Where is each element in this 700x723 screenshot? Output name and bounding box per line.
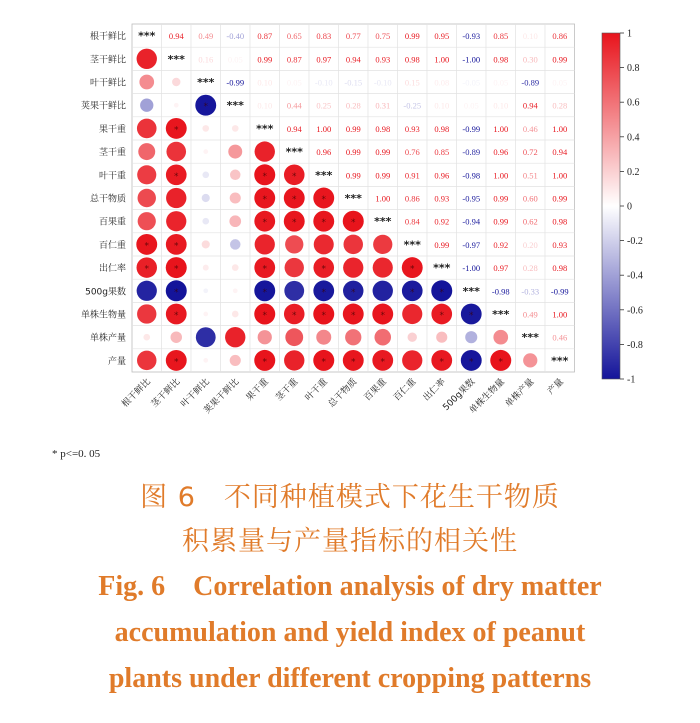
row-label: 总干物质 xyxy=(89,194,126,205)
colorbar-tick-label: 0.2 xyxy=(627,166,640,178)
correlation-value: -0.98 xyxy=(491,286,510,297)
correlation-value: 0.93 xyxy=(552,239,568,250)
correlation-circle xyxy=(344,235,363,254)
correlation-value: 0.28 xyxy=(345,100,361,111)
correlation-circle xyxy=(139,75,154,90)
row-label: 单株生物量 xyxy=(80,310,126,321)
correlation-value: 1.00 xyxy=(493,123,509,134)
diagonal-label: *** xyxy=(256,122,274,136)
correlation-circle xyxy=(255,234,275,254)
correlation-value: 0.92 xyxy=(434,216,450,227)
correlation-circle xyxy=(203,149,208,154)
significance-star: * xyxy=(174,171,179,182)
row-label: 500g果数 xyxy=(85,287,126,298)
column-label: 百果重 xyxy=(362,377,389,404)
correlation-circle xyxy=(137,304,156,323)
correlation-circle xyxy=(523,353,537,367)
correlation-value: 1.00 xyxy=(552,170,568,181)
correlation-value: 0.10 xyxy=(434,100,450,111)
correlation-value: -0.99 xyxy=(462,123,481,134)
correlation-value: -0.33 xyxy=(521,286,540,297)
correlation-value: 0.44 xyxy=(286,100,302,111)
significance-star: * xyxy=(174,357,179,368)
correlation-circle xyxy=(230,355,241,366)
caption-cn-line-2: 积累量与产量指标的相关性 xyxy=(182,526,518,557)
correlation-value: -0.93 xyxy=(462,31,481,42)
row-label: 单株产量 xyxy=(89,333,126,344)
row-label: 果干重 xyxy=(98,124,126,135)
significance-star: * xyxy=(262,264,267,275)
correlation-circle xyxy=(232,264,239,271)
correlation-value: 0.62 xyxy=(522,216,538,227)
correlation-value: 0.99 xyxy=(257,54,273,65)
diagonal-label: *** xyxy=(403,238,421,252)
correlation-value: 1.00 xyxy=(493,170,509,181)
significance-star: * xyxy=(351,218,356,229)
correlation-value: 0.87 xyxy=(286,54,302,65)
row-label: 百仁重 xyxy=(98,240,126,251)
correlation-value: 0.98 xyxy=(552,263,568,274)
significance-star: * xyxy=(262,357,267,368)
correlation-value: 0.99 xyxy=(345,123,361,134)
correlation-value: -0.97 xyxy=(462,239,481,250)
correlation-value: 0.65 xyxy=(286,31,302,42)
column-label: 叶干鲜比 xyxy=(179,377,212,410)
significance-star: * xyxy=(144,264,149,275)
correlation-value: 0.99 xyxy=(345,170,361,181)
significance-star: * xyxy=(262,218,267,229)
correlation-value: 0.25 xyxy=(316,100,332,111)
column-label: 产量 xyxy=(546,377,566,397)
correlation-circle xyxy=(225,327,245,347)
column-label: 茎干鲜比 xyxy=(149,377,183,410)
correlation-value: 0.98 xyxy=(552,216,568,227)
correlation-value: 0.51 xyxy=(522,170,538,181)
correlation-value: 0.99 xyxy=(375,147,391,158)
row-label: 茎干鲜比 xyxy=(89,55,126,66)
correlation-circle xyxy=(373,281,393,301)
colorbar-tick-label: -0.2 xyxy=(627,236,643,248)
correlation-circle xyxy=(166,211,186,231)
correlation-value: -0.25 xyxy=(403,100,422,111)
correlation-value: -1.00 xyxy=(462,54,481,65)
correlation-circle xyxy=(170,331,182,343)
significance-star: * xyxy=(321,287,326,298)
significance-star: * xyxy=(410,287,415,298)
correlation-value: 0.91 xyxy=(404,170,420,181)
significance-star: * xyxy=(380,357,385,368)
correlation-circle xyxy=(343,257,363,277)
correlation-value: 0.98 xyxy=(434,123,450,134)
caption-en-line-3: plants under different cropping patterns xyxy=(108,663,592,694)
correlation-value: 0.99 xyxy=(493,193,509,204)
significance-star: * xyxy=(439,287,444,298)
correlation-value: 0.93 xyxy=(375,54,391,65)
correlation-value: -0.98 xyxy=(462,170,481,181)
diagonal-label: *** xyxy=(462,284,480,298)
correlation-value: 1.00 xyxy=(316,123,332,134)
correlation-circle xyxy=(284,350,304,370)
row-label: 叶干重 xyxy=(98,171,126,182)
row-label: 出仁率 xyxy=(98,264,126,275)
correlation-value: 1.00 xyxy=(434,54,450,65)
correlation-value: 0.97 xyxy=(493,263,509,274)
correlation-circle xyxy=(345,329,361,345)
correlation-value: 0.10 xyxy=(493,100,509,111)
column-label: 果干重 xyxy=(244,377,271,404)
diagonal-label: *** xyxy=(285,145,303,159)
significance-star: * xyxy=(351,287,356,298)
correlation-value: 0.05 xyxy=(493,77,509,88)
diagonal-label: *** xyxy=(433,261,451,275)
correlation-value: -0.89 xyxy=(462,147,481,158)
correlation-circle xyxy=(374,329,391,346)
correlation-value: 0.05 xyxy=(463,100,479,111)
correlation-circle xyxy=(284,281,304,301)
correlation-value: 0.94 xyxy=(552,147,568,158)
diagonal-label: *** xyxy=(226,99,244,113)
significance-star: * xyxy=(174,241,179,252)
column-label: 单株产量 xyxy=(503,377,537,410)
correlation-value: 0.85 xyxy=(493,31,509,42)
caption-cn-line-1: 图 6 不同种植模式下花生干物质 xyxy=(140,482,560,513)
colorbar-tick-label: -0.8 xyxy=(627,339,643,351)
correlation-value: 0.49 xyxy=(522,309,538,320)
correlation-value: 0.76 xyxy=(404,147,420,158)
correlation-value: 0.72 xyxy=(522,147,538,158)
correlation-circle xyxy=(174,103,179,108)
correlation-circle xyxy=(230,170,241,181)
correlation-circle xyxy=(285,258,304,277)
correlation-value: -0.05 xyxy=(462,77,481,88)
correlation-circle xyxy=(137,165,156,184)
colorbar-tick-label: 0.6 xyxy=(627,97,640,109)
correlation-circle xyxy=(166,188,186,208)
correlation-value: 0.15 xyxy=(404,77,420,88)
caption-en-line-1: Fig. 6 Correlation analysis of dry matter xyxy=(98,571,602,602)
correlation-circle xyxy=(202,240,210,248)
correlation-value: 0.85 xyxy=(434,147,450,158)
correlation-circle xyxy=(285,328,303,346)
correlation-value: 0.10 xyxy=(522,31,538,42)
correlation-circle xyxy=(138,189,156,207)
significance-star: * xyxy=(439,311,444,321)
significance-star: * xyxy=(292,195,297,205)
correlation-value: 0.92 xyxy=(493,239,509,250)
row-label: 产量 xyxy=(107,356,126,367)
column-label: 单株生物量 xyxy=(467,377,507,416)
correlation-value: 0.05 xyxy=(552,77,568,88)
correlation-value: 0.31 xyxy=(375,100,391,111)
significance-star: * xyxy=(262,195,267,205)
correlation-circle xyxy=(228,145,242,159)
correlation-circle xyxy=(255,141,275,161)
correlation-circle xyxy=(493,330,508,345)
significance-star: * xyxy=(174,311,179,321)
significance-star: * xyxy=(469,311,474,321)
correlation-value: 0.98 xyxy=(493,54,509,65)
correlation-value: 0.96 xyxy=(316,147,332,158)
correlation-circle xyxy=(196,327,216,347)
significance-star: * xyxy=(262,171,267,182)
correlation-value: 0.28 xyxy=(552,100,568,111)
correlation-value: -0.99 xyxy=(226,77,245,88)
row-label: 百果重 xyxy=(98,217,126,228)
column-label: 根干鲜比 xyxy=(120,377,153,410)
diagonal-label: *** xyxy=(315,168,333,182)
significance-star: * xyxy=(174,264,179,275)
colorbar-tick-label: -0.6 xyxy=(627,305,643,317)
row-label: 根干鲜比 xyxy=(89,32,126,43)
correlation-value: 0.10 xyxy=(257,100,273,111)
correlation-circle xyxy=(137,281,157,301)
column-label: 出仁率 xyxy=(421,377,448,404)
colorbar-tick-label: 0.8 xyxy=(627,63,640,75)
colorbar-tick-label: 0.4 xyxy=(627,132,640,144)
correlation-value: 0.96 xyxy=(493,147,509,158)
correlation-circle xyxy=(137,351,156,370)
correlation-value: 1.00 xyxy=(552,123,568,134)
correlation-value: 0.30 xyxy=(522,54,538,65)
correlation-circle xyxy=(436,332,447,343)
significance-star: * xyxy=(144,241,149,252)
row-label: 茎干重 xyxy=(98,148,126,159)
correlation-value: -0.95 xyxy=(462,193,481,204)
diagonal-label: *** xyxy=(167,52,185,66)
correlation-circle xyxy=(202,218,209,225)
correlation-value: 0.86 xyxy=(552,31,568,42)
figure-caption xyxy=(0,470,700,702)
correlation-value: 0.99 xyxy=(404,31,420,42)
correlation-value: 0.95 xyxy=(434,31,450,42)
significance-star: * xyxy=(321,357,326,368)
correlation-circle xyxy=(137,119,157,139)
correlation-value: -0.10 xyxy=(373,77,392,88)
correlation-value: 0.10 xyxy=(257,77,273,88)
colorbar-tick-label: -0.4 xyxy=(627,270,643,282)
diagonal-label: *** xyxy=(374,215,392,229)
significance-star: * xyxy=(351,357,356,368)
colorbar-tick-label: -1 xyxy=(627,374,636,386)
correlation-value: 0.99 xyxy=(434,239,450,250)
caption-en-line-2: accumulation and yield index of peanut xyxy=(114,617,586,648)
significance-star: * xyxy=(292,171,297,182)
diagonal-label: *** xyxy=(197,76,215,89)
correlation-circle xyxy=(232,311,239,318)
significance-star: * xyxy=(380,311,385,321)
correlation-circle xyxy=(285,235,303,253)
correlation-value: 0.93 xyxy=(404,123,420,134)
significance-star: * xyxy=(203,102,208,113)
correlation-value: 0.94 xyxy=(168,31,184,42)
significance-star: * xyxy=(262,311,267,321)
significance-star: * xyxy=(469,357,474,368)
column-label: 500g果数 xyxy=(441,377,478,414)
correlation-circle xyxy=(203,312,208,317)
correlation-value: -0.94 xyxy=(462,216,481,227)
colorbar xyxy=(602,29,643,386)
correlation-value: -0.15 xyxy=(344,77,363,88)
significance-star: * xyxy=(351,311,356,321)
correlation-circle xyxy=(203,288,208,293)
significance-star: * xyxy=(321,311,326,321)
correlation-value: -0.40 xyxy=(226,31,245,42)
correlation-value: 0.20 xyxy=(522,239,538,250)
correlation-value: 0.16 xyxy=(198,54,214,65)
correlation-circle xyxy=(233,288,238,293)
correlation-value: 0.77 xyxy=(345,31,361,42)
correlation-circle xyxy=(230,239,241,250)
correlation-circle xyxy=(316,330,331,345)
significance-star: * xyxy=(292,218,297,229)
correlation-value: 1.00 xyxy=(552,309,568,320)
correlation-circle xyxy=(230,192,241,203)
significance-star: * xyxy=(292,311,297,321)
correlation-value: -1.00 xyxy=(462,263,481,274)
diagonal-label: *** xyxy=(344,192,362,205)
column-label: 茎干重 xyxy=(274,377,301,404)
significance-star: * xyxy=(321,218,326,229)
correlation-circle xyxy=(373,258,393,278)
colorbar-tick-label: 0 xyxy=(627,201,632,213)
correlation-circle xyxy=(408,333,417,342)
correlation-value: 0.46 xyxy=(552,332,568,343)
correlation-value: 0.84 xyxy=(404,216,420,227)
significance-star: * xyxy=(174,125,179,136)
correlation-circle xyxy=(229,215,241,227)
correlation-value: 0.60 xyxy=(522,193,538,204)
significance-star: * xyxy=(321,264,326,275)
significance-star: * xyxy=(174,287,179,298)
correlation-circle xyxy=(137,49,157,69)
correlation-circle xyxy=(232,125,239,132)
correlation-circle xyxy=(138,143,155,160)
correlation-value: 0.05 xyxy=(286,77,302,88)
correlation-value: -0.89 xyxy=(521,77,540,88)
correlation-value: 0.94 xyxy=(345,54,361,65)
colorbar-gradient xyxy=(602,33,620,379)
row-label: 荚果干鲜比 xyxy=(80,101,126,112)
correlation-value: 0.99 xyxy=(552,193,568,204)
colorbar-tick-label: 1 xyxy=(627,28,632,40)
correlation-value: 0.99 xyxy=(375,170,391,181)
correlation-value: 0.05 xyxy=(227,54,243,65)
correlation-circle xyxy=(202,125,209,132)
correlation-circle xyxy=(402,350,422,370)
significance-star: * xyxy=(410,264,415,275)
correlation-value: 0.86 xyxy=(404,193,420,204)
significance-star: * xyxy=(321,195,326,205)
correlation-value: 0.98 xyxy=(375,123,391,134)
diagonal-label: *** xyxy=(492,308,510,321)
correlation-value: 0.94 xyxy=(522,100,538,111)
footnote: * p<=0. 05 xyxy=(52,448,101,460)
correlation-value: 0.46 xyxy=(522,123,538,134)
correlation-circle xyxy=(202,171,209,178)
correlation-value: 0.99 xyxy=(345,147,361,158)
correlation-value: 0.99 xyxy=(552,54,568,65)
diagonal-label: *** xyxy=(521,331,539,345)
row-label: 叶干鲜比 xyxy=(89,78,126,89)
correlation-circle xyxy=(166,142,186,162)
column-label: 叶干重 xyxy=(303,377,330,404)
correlation-value: 0.94 xyxy=(286,123,302,134)
column-label: 总干物质 xyxy=(326,377,360,410)
correlation-circle xyxy=(140,99,153,112)
correlation-circle xyxy=(172,78,180,86)
significance-star: * xyxy=(498,357,503,368)
significance-star: * xyxy=(439,357,444,368)
correlation-value: 0.98 xyxy=(404,54,420,65)
correlation-value: 1.00 xyxy=(375,193,391,204)
correlation-value: -0.10 xyxy=(314,77,333,88)
significance-star: * xyxy=(262,287,267,298)
correlation-value: 0.75 xyxy=(375,31,391,42)
correlation-value: 0.08 xyxy=(434,77,450,88)
correlation-circle xyxy=(258,330,272,344)
correlation-value: 0.93 xyxy=(434,193,450,204)
correlation-value: 0.99 xyxy=(493,216,509,227)
correlation-value: 0.49 xyxy=(198,31,214,42)
correlation-circle xyxy=(402,304,422,324)
correlation-circle xyxy=(202,194,210,202)
correlation-value: 0.28 xyxy=(522,263,538,274)
diagonal-label: *** xyxy=(138,29,156,43)
correlation-value: 0.87 xyxy=(257,31,273,42)
correlation-circle xyxy=(465,331,477,343)
correlation-value: 0.83 xyxy=(316,31,332,42)
correlation-circle xyxy=(138,212,156,230)
correlation-value: 0.97 xyxy=(316,54,332,65)
diagonal-label: *** xyxy=(551,354,569,368)
correlation-circle xyxy=(203,358,208,363)
column-label: 荚果干鲜比 xyxy=(202,377,242,416)
correlation-value: -0.99 xyxy=(550,286,569,297)
correlation-value: 0.96 xyxy=(434,170,450,181)
correlation-circle xyxy=(314,234,334,254)
correlation-circle xyxy=(203,265,209,271)
column-label: 百仁重 xyxy=(392,377,419,404)
correlation-circle xyxy=(143,334,150,341)
correlation-circle xyxy=(373,235,392,254)
